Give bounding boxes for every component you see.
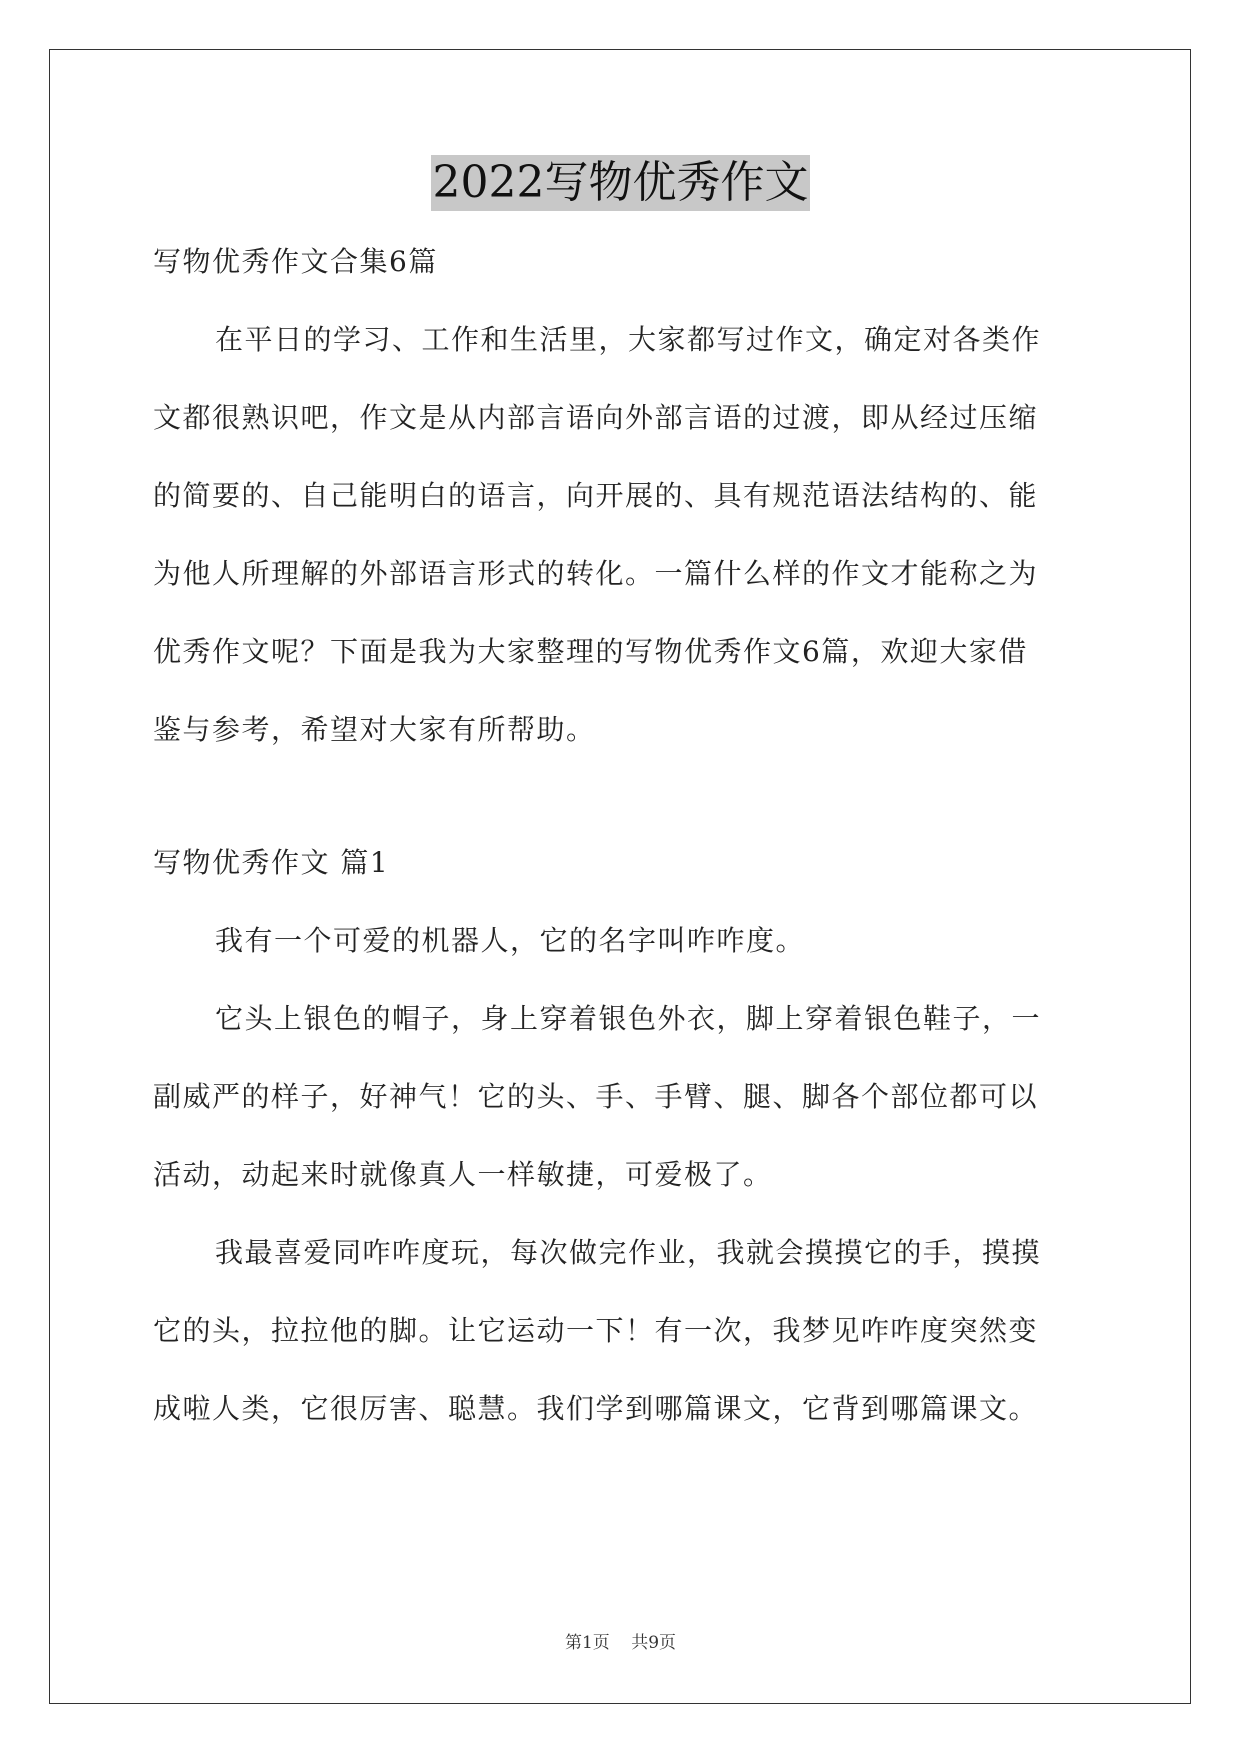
page-total: 共9页	[631, 1633, 677, 1653]
body-line: 活动，动起来时就像真人一样敏捷，可爱极了。	[153, 1158, 773, 1191]
page-number: 第1页	[564, 1633, 610, 1653]
body-line: 成啦人类，它很厉害、聪慧。我们学到哪篇课文，它背到哪篇课文。	[153, 1392, 1039, 1425]
intro-line: 文都很熟识吧，作文是从内部言语向外部言语的过渡，即从经过压缩	[153, 401, 1039, 434]
section-heading: 写物优秀作文 篇1	[153, 846, 390, 879]
body-line: 我有一个可爱的机器人，它的名字叫咋咋度。	[215, 924, 806, 957]
body-line: 它头上银色的帽子，身上穿着银色外衣，脚上穿着银色鞋子，一	[215, 1002, 1042, 1035]
section-spacer	[153, 782, 1093, 837]
document-body	[153, 236, 1093, 1461]
collection-subtitle: 写物优秀作文合集6篇	[153, 245, 438, 278]
title-container	[0, 155, 1241, 211]
intro-line: 为他人所理解的外部语言形式的转化。一篇什么样的作文才能称之为	[153, 557, 1039, 590]
page-footer	[0, 1628, 1241, 1653]
body-line: 副威严的样子，好神气！它的头、手、手臂、腿、脚各个部位都可以	[153, 1080, 1039, 1113]
intro-line: 鉴与参考，希望对大家有所帮助。	[153, 713, 596, 746]
intro-line: 在平日的学习、工作和生活里，大家都写过作文，确定对各类作	[215, 323, 1042, 356]
document-title: 2022写物优秀作文	[431, 155, 811, 211]
body-line: 它的头，拉拉他的脚。让它运动一下！有一次，我梦见咋咋度突然变	[153, 1314, 1039, 1347]
body-line: 我最喜爱同咋咋度玩，每次做完作业，我就会摸摸它的手，摸摸	[215, 1236, 1042, 1269]
intro-line: 的简要的、自己能明白的语言，向开展的、具有规范语法结构的、能	[153, 479, 1039, 512]
intro-line: 优秀作文呢？下面是我为大家整理的写物优秀作文6篇，欢迎大家借	[153, 635, 1028, 668]
